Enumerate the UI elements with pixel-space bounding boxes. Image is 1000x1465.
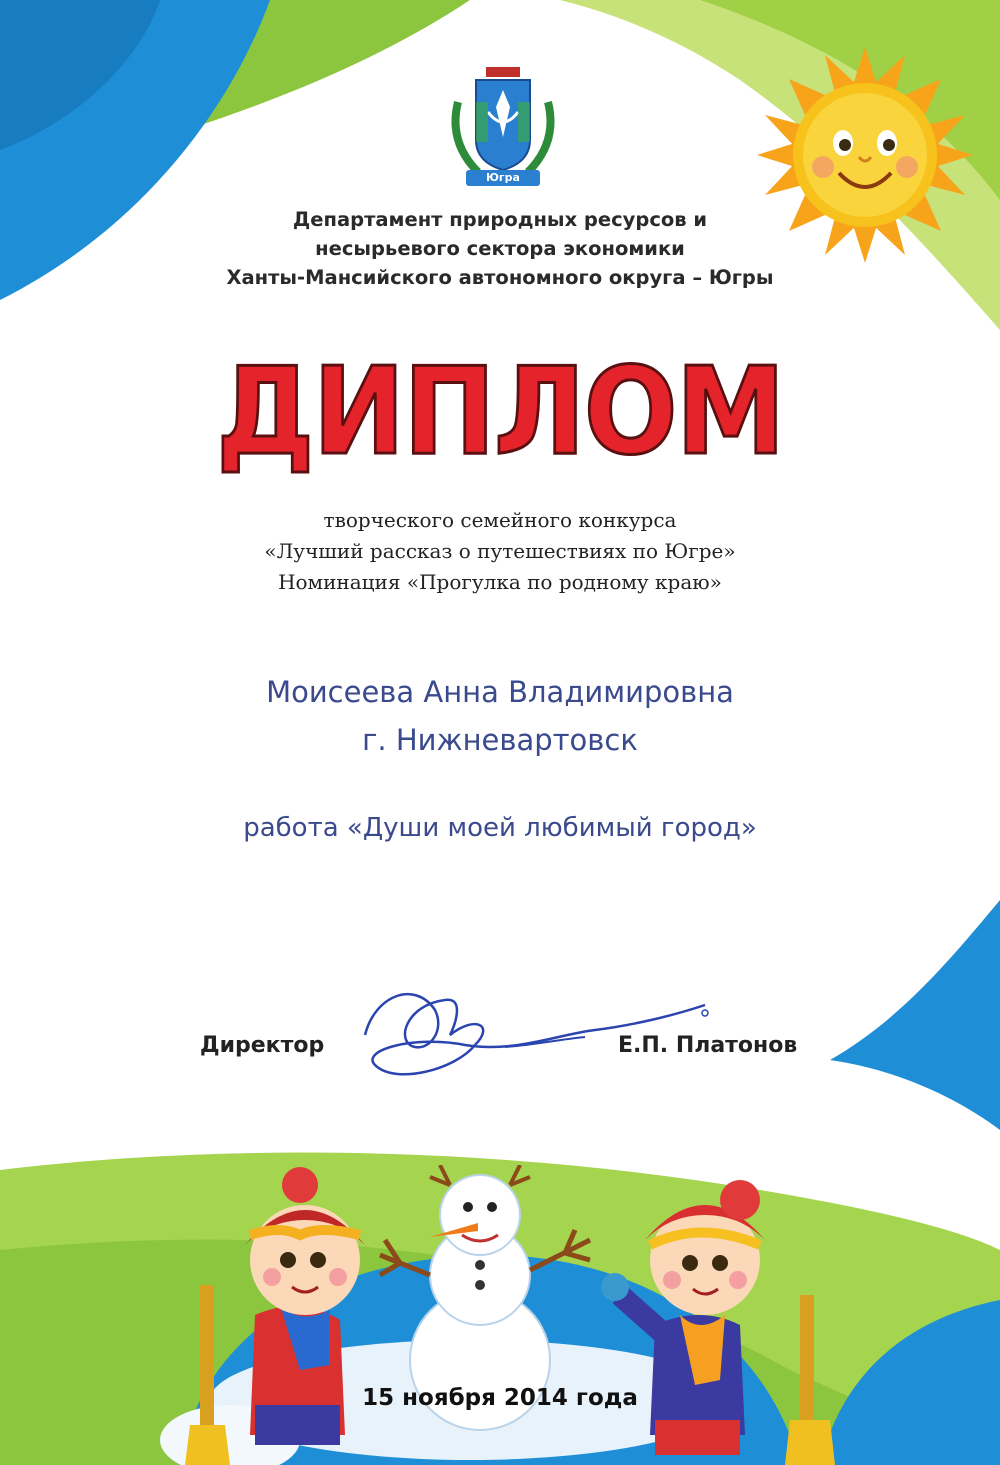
department-line-3: Ханты-Мансийского автономного округа – Югры <box>226 266 774 289</box>
department-line-2: несырьевого сектора экономики <box>315 237 685 260</box>
winter-illustration <box>0 1165 1000 1465</box>
work-title: работа «Души моей любимый город» <box>243 813 757 843</box>
left-child-icon <box>185 1167 365 1465</box>
director-name: Е.П. Платонов <box>618 1033 798 1058</box>
department-line-1: Департамент природных ресурсов и <box>292 208 708 231</box>
right-blue-arc <box>830 900 1000 1130</box>
signature-icon <box>355 975 715 1085</box>
awardee-city: г. Нижневартовск <box>362 723 638 757</box>
awardee-name: Моисеева Анна Владимировна <box>266 675 734 709</box>
right-child-icon <box>601 1180 835 1465</box>
contest-description <box>0 505 1000 598</box>
department-header <box>0 205 1000 292</box>
director-label: Директор <box>200 1033 325 1058</box>
emblem-ribbon-text: Югра <box>486 171 520 184</box>
diploma-date: 15 ноября 2014 года <box>362 1385 638 1411</box>
emblem <box>448 62 558 192</box>
awardee-block <box>0 668 1000 764</box>
contest-line-2: «Лучший рассказ о путешествиях по Югре» <box>264 539 736 563</box>
contest-line-3: Номинация «Прогулка по родному краю» <box>278 570 722 594</box>
contest-line-1: творческого семейного конкурса <box>323 508 677 532</box>
diploma-title: ДИПЛОМ <box>216 343 784 482</box>
